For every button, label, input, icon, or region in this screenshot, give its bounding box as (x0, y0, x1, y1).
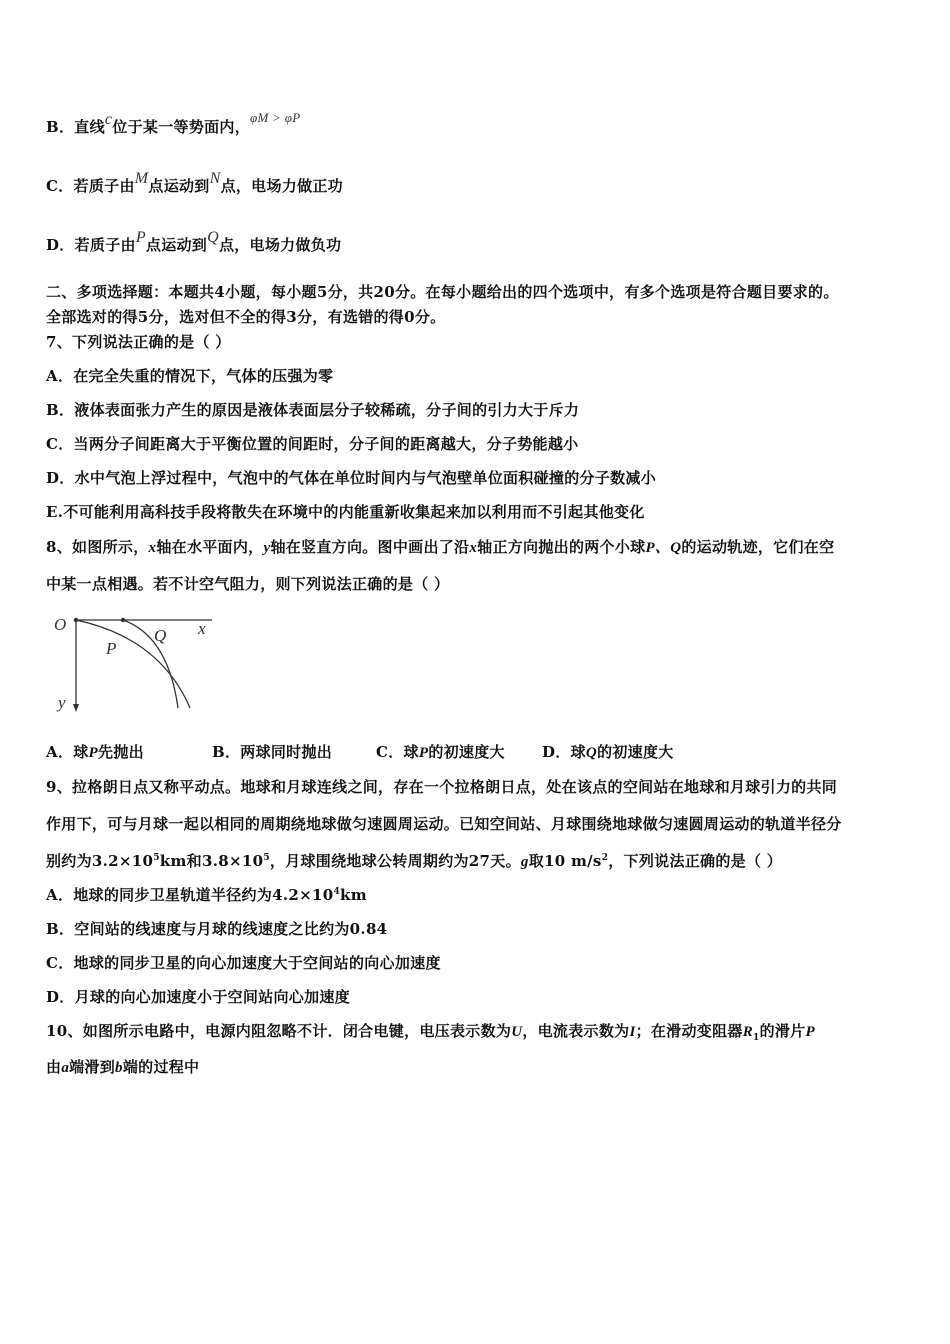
q8-stem-line1: 8、如图所示，x轴在水平面内，y轴在竖直方向。图中画出了沿x轴正方向抛出的两个小球P、Q的运动轨迹，它们在空 (46, 538, 835, 556)
q9-stem-line1: 9、拉格朗日点又称平动点。地球和月球连线之间，存在一个拉格朗日点，处在该点的空间站在地球和月球引力的共同 (46, 778, 838, 796)
q10-stem-line1: 10、如图所示电路中，电源内阻忽略不计．闭合电键，电压表示数为U，电流表示数为I；在滑动变阻器$R_1$的滑片P (46, 1022, 815, 1043)
label-p: P (106, 639, 117, 658)
label-q: Q (154, 626, 167, 645)
q8-stem-line2: 中某一点相遇。若不计空气阻力，则下列说法正确的是（ ） (46, 575, 450, 593)
q7-option-c: C．当两分子间距离大于平衡位置的间距时，分子间的距离越大，分子势能越小 (46, 435, 579, 453)
trajectory-q (123, 620, 178, 708)
q6-option-d: D．若质子由P点运动到Q点，电场力做负功 (46, 229, 342, 254)
q9-option-c: C．地球的同步卫星的向心加速度大于空间站的向心加速度 (46, 954, 441, 972)
q8-options: A．球P先抛出 B．两球同时抛出 C．球P的初速度大 D．球Q的初速度大 (46, 743, 674, 761)
label-o: O (54, 615, 67, 634)
q6-option-b: B．直线c位于某一等势面内，φM > φP (46, 110, 301, 136)
trajectory-p (76, 620, 190, 708)
q9-option-a: A．地球的同步卫星轨道半径约为$4.2\times 10^4km$ (46, 886, 367, 904)
q7-stem: 7、下列说法正确的是（ ） (46, 333, 231, 351)
label-x: x (198, 619, 206, 638)
q9-option-b: B．空间站的线速度与月球的线速度之比约为0.84 (46, 920, 388, 938)
projectile-figure (50, 608, 220, 718)
q10-stem-line2: 由a端滑到b端的过程中 (46, 1058, 200, 1076)
q9-option-d: D．月球的向心加速度小于空间站向心加速度 (46, 988, 351, 1006)
q7-option-b: B．液体表面张力产生的原因是液体表面层分子较稀疏，分子间的引力大于斥力 (46, 401, 580, 419)
q7-option-e: E.不可能利用高科技手段将散失在环境中的内能重新收集起来加以利用而不引起其他变化 (46, 503, 645, 521)
section-header-line2: 全部选对的得5分，选对但不全的得3分，有选错的得0分。 (46, 308, 446, 326)
q7-option-a: A．在完全失重的情况下，气体的压强为零 (46, 367, 334, 385)
label-y: y (58, 693, 66, 712)
q7-option-d: D．水中气泡上浮过程中，气泡中的气体在单位时间内与气泡壁单位面积碰撞的分子数减小 (46, 469, 657, 487)
y-axis-arrow (73, 704, 79, 712)
q9-stem-line3: 别约为$3.2\times 10^5km$和$3.8\times 10^5$，月球围绕地球公转周期约为27天。g取10 $m/s^2$，下列说法正确的是（ ） (46, 852, 783, 870)
section-header-line1: 二、多项选择题：本题共4小题，每小题5分，共20分。在每小题给出的四个选项中，有多个选项是符合题目要求的。 (46, 283, 839, 301)
q6-option-c: C．若质子由M点运动到N点，电场力做正功 (46, 170, 343, 195)
q9-stem-line2: 作用下，可与月球一起以相同的周期绕地球做匀速圆周运动。已知空间站、月球围绕地球做匀速圆周运动的轨道半径分 (46, 815, 842, 833)
